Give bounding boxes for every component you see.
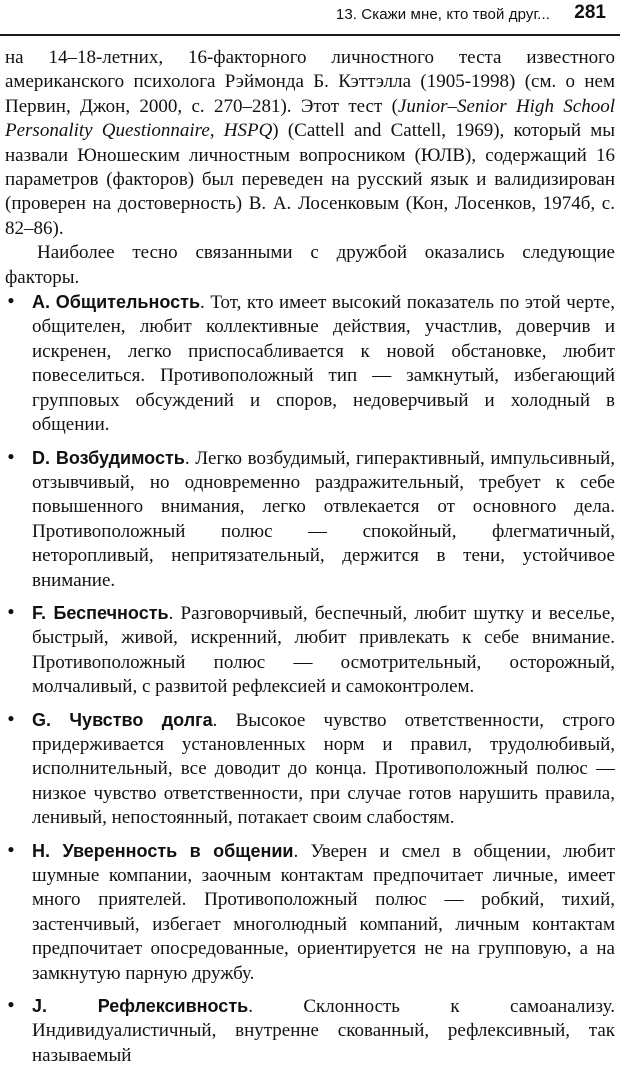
factor-term: F. Беспечность xyxy=(32,602,169,623)
factor-description: . Легко возбудимый, гиперактивный, импульсивный, отзывчивый, но одновременно раздражительный, требует к себе повышенного внимания, легко отвлекается от основного дела. Противоположный полюс — спокойный, флегматичный, неторопливый, непритязательный, держится в тени, устойчивое внимание. xyxy=(32,447,616,591)
factor-list xyxy=(5,290,615,1068)
bullet-icon: • xyxy=(7,995,15,1017)
page-number: 281 xyxy=(574,2,606,23)
factor-item-d xyxy=(5,446,615,593)
factor-item-g xyxy=(5,708,615,831)
factor-description: . Тот, кто имеет высокий показатель по этой черте, общителен, любит коллективные действия, участлив, доверчив и искренен, легко приспосабливается к новой обстановке, любит повеселиться. Противоположный тип — замкнутый, избегающий групповых обсуждений и споров, недоверчивый и холодный в общении. xyxy=(32,292,615,436)
bullet-icon: • xyxy=(7,446,15,468)
running-header-title: 13. Скажи мне, кто твой друг... xyxy=(335,6,550,23)
factor-item-a xyxy=(5,290,615,437)
factor-description: . Уверен и смел в общении, любит шумные компании, заочным контактам предпочитает личные, имеет много приятелей. Противоположный полюс — робкий, тихий, застенчивый, избегает многолюдный компаний, личным контактам предпочитает опосредованные, ориентируется не на групповую, а на замкнутую парную дружбу. xyxy=(32,840,615,984)
questionnaire-title: Junior–Senior High School Personality Questionnaire, HSPQ xyxy=(5,95,615,142)
intro-paragraph xyxy=(5,46,615,241)
page-header xyxy=(0,0,620,36)
factor-item-j xyxy=(5,994,615,1068)
factor-item-f xyxy=(5,601,615,700)
factor-description: . Разговорчивый, беспечный, любит шутку и веселье, быстрый, живой, искренний, любит привлекать к себе внимание. Противоположный полюс — осмотрительный, осторожный, молчаливый, с развитой рефлексией и самоконтролем. xyxy=(32,602,615,698)
factor-term: H. Уверенность в общении xyxy=(32,840,294,861)
factor-term: A. Общительность xyxy=(32,292,201,313)
bullet-icon: • xyxy=(7,708,15,730)
factor-term: D. Возбудимость xyxy=(32,447,185,468)
lead-paragraph: Наиболее тесно связанными с дружбой оказались следующие факторы. xyxy=(5,242,615,288)
intro-text-part1: на 14–18-летних, 16-факторного личностного теста известного американского психолога Рэймонда Б. Кэттэлла (1905-1998) (см. о нем Первин, Джон, 2000, с. 270–281). Этот тест ( xyxy=(5,47,615,117)
factor-term: G. Чувство долга xyxy=(32,709,213,730)
factor-item-h xyxy=(5,839,615,986)
bullet-icon: • xyxy=(7,291,15,313)
page-body xyxy=(5,46,615,1076)
intro-text-part2: ) (Cattell and Cattell, 1969), который мы назвали Юношеским личностным вопросником (ЮЛВ), содержащий 16 параметров (факторов) был переведен на русский язык и валидизирован (проверен на достоверность) В. А. Лосенковым (Кон, Лосенков, 1974б, с. 82–86). xyxy=(5,120,615,239)
bullet-icon: • xyxy=(7,601,15,623)
bullet-icon: • xyxy=(7,839,15,861)
factor-description: . Высокое чувство ответственности, строго придерживается установленных норм и правил, трудолюбивый, исполнительный, все доводит до конца. Противоположный полюс — низкое чувство ответственности, при случае готов нарушить правила, ленивый, непостоянный, потакает своим слабостям. xyxy=(32,709,615,829)
factor-term: J. Рефлексивность xyxy=(32,996,249,1017)
factor-description: . Склонность к самоанализу. Индивидуалистичный, внутренне скованный, рефлексивный, так называемый xyxy=(32,996,615,1066)
